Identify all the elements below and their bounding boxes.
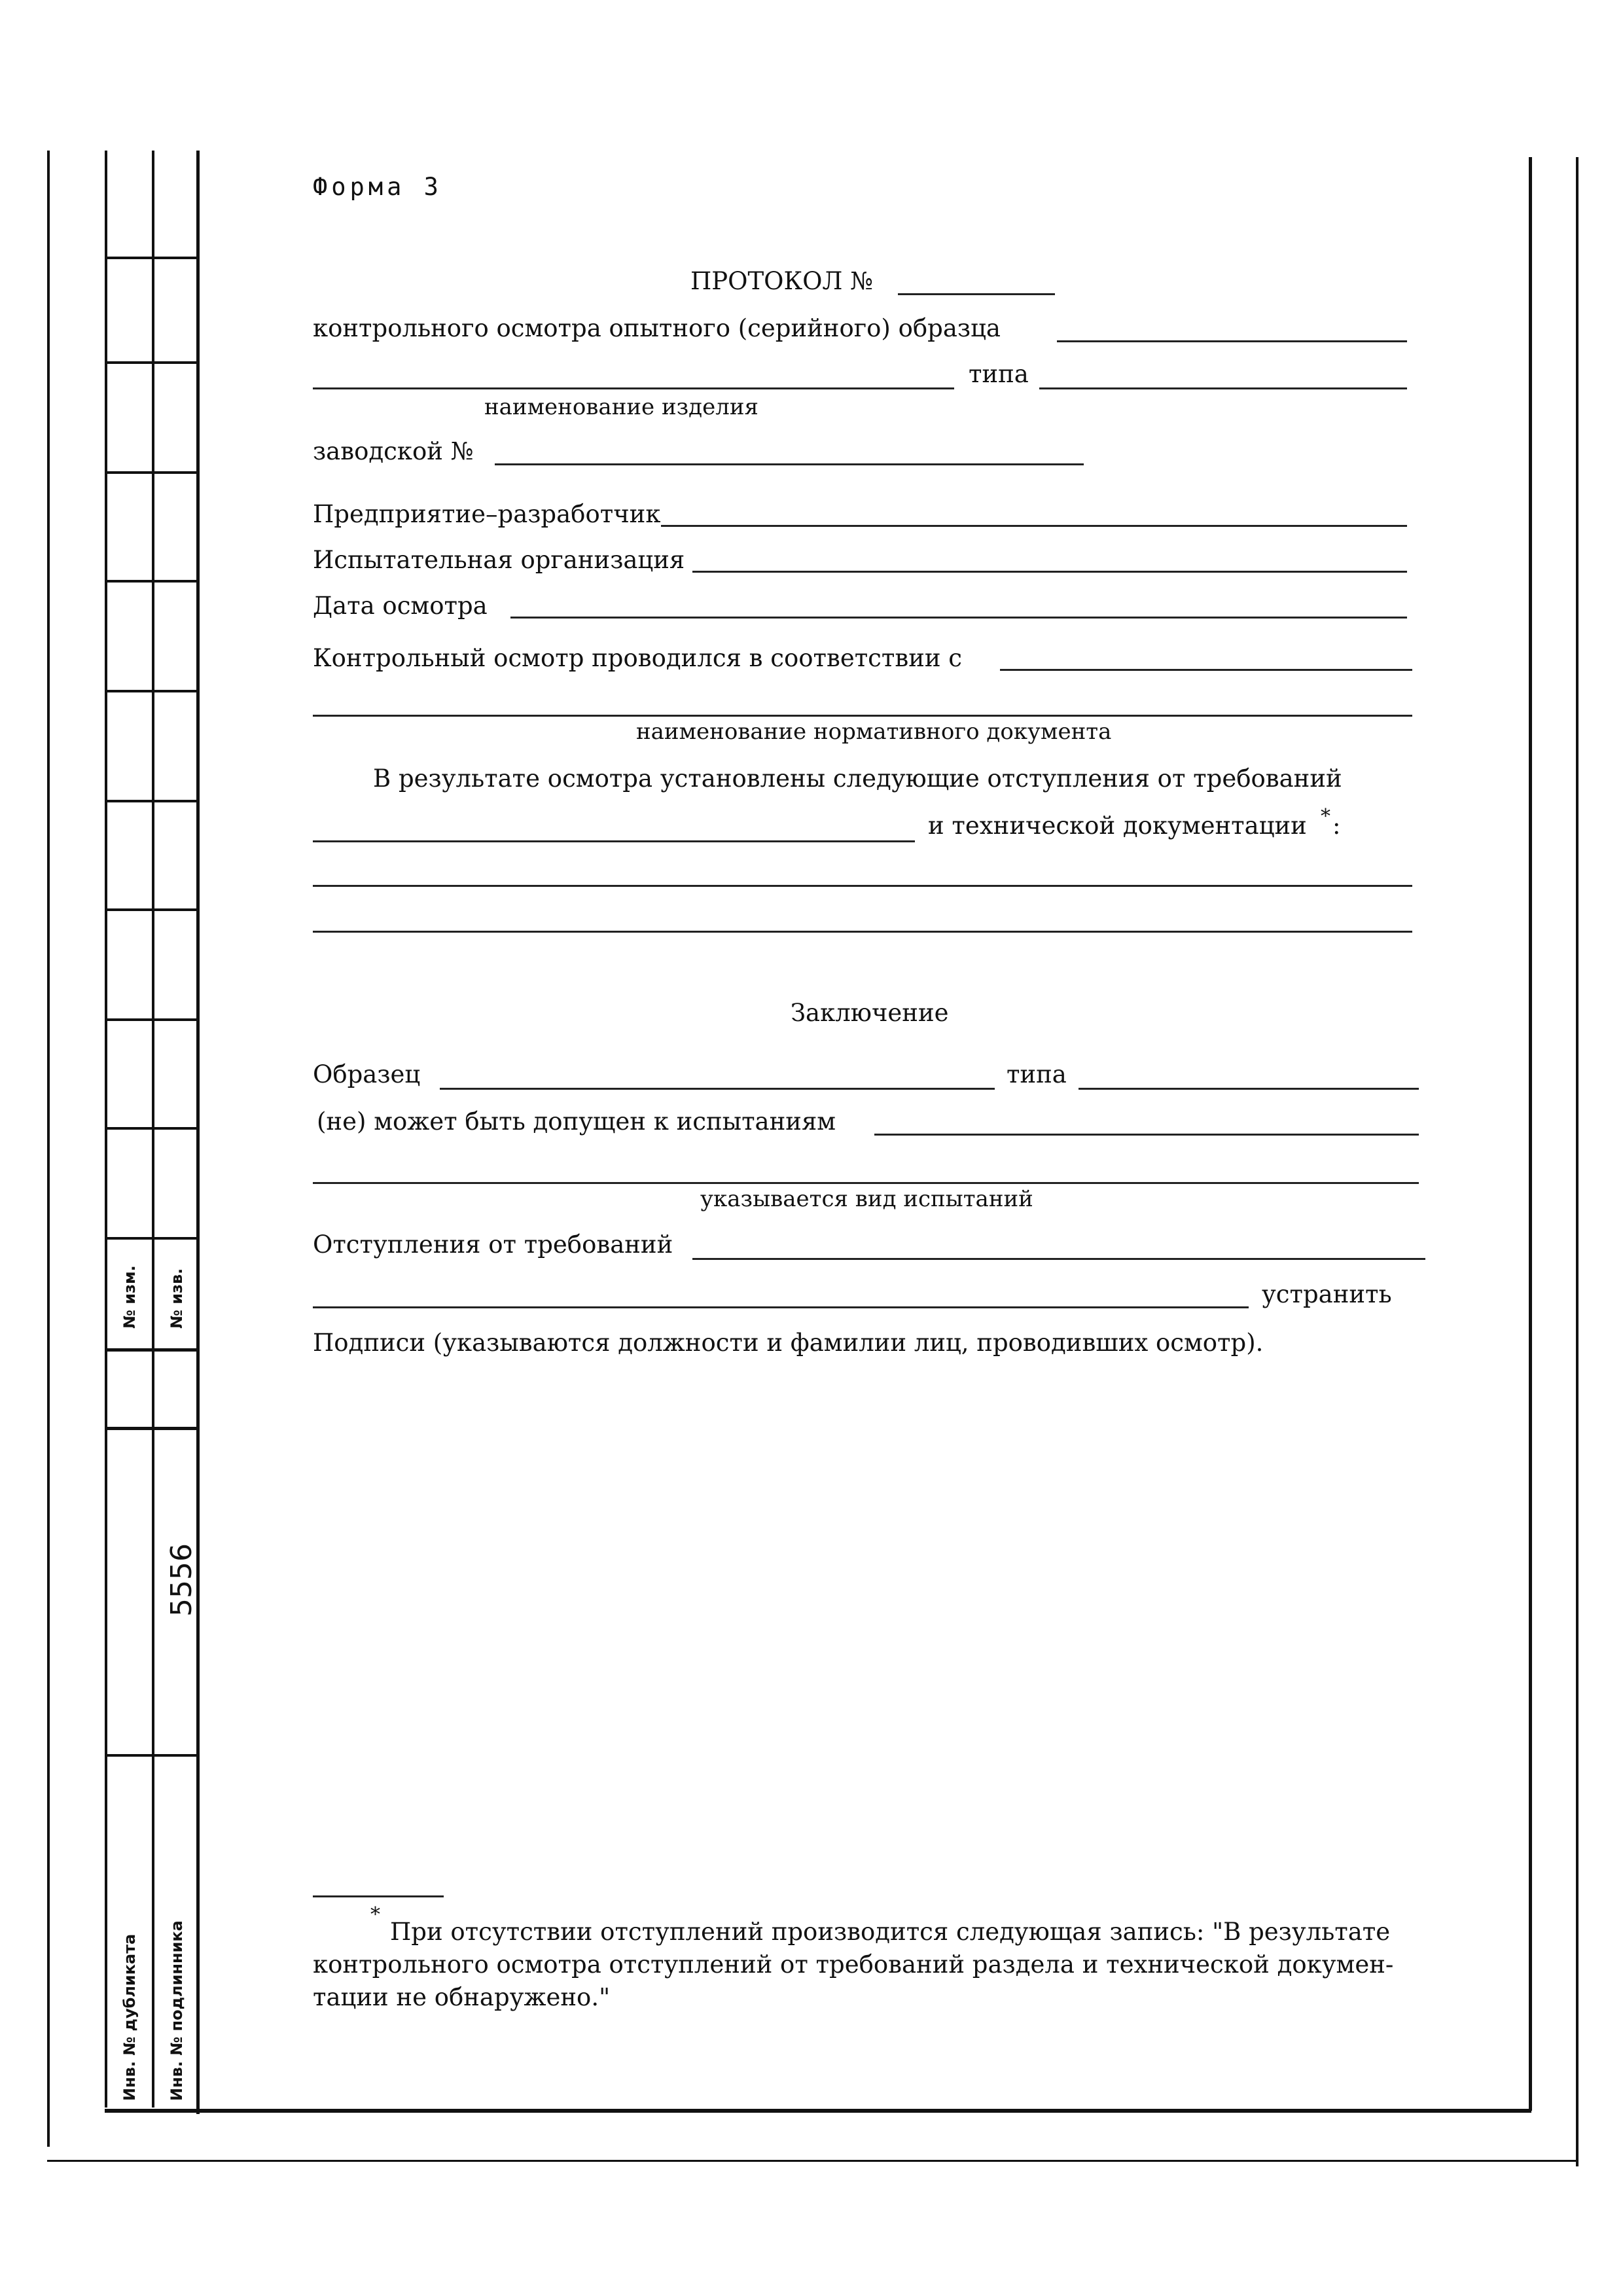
deviations-label: Отступления от требований xyxy=(313,1230,673,1259)
stamp-notice-no: № изв. xyxy=(168,1268,186,1329)
outer-right-border xyxy=(1576,157,1578,2166)
test-org-field[interactable] xyxy=(692,571,1407,573)
developer-label: Предприятие–разработчик xyxy=(313,500,661,528)
deviations-continuation-field[interactable] xyxy=(313,1306,1249,1308)
stamp-divider xyxy=(105,1237,196,1240)
deviations-field[interactable] xyxy=(692,1258,1425,1260)
conducted-label: Контрольный осмотр проводился в соответствии с xyxy=(313,644,963,672)
colon: : xyxy=(1332,812,1341,840)
stamp-divider xyxy=(105,1127,196,1130)
factory-no-field[interactable] xyxy=(495,463,1084,465)
factory-no-label: заводской № xyxy=(313,437,474,465)
stamp-divider xyxy=(105,690,196,692)
product-name-field[interactable] xyxy=(313,387,954,389)
outer-bottom-border xyxy=(47,2160,1578,2162)
footnote-line-3: тации не обнаружено." xyxy=(313,1983,611,2011)
content-right-border xyxy=(1529,157,1532,2111)
stamp-divider xyxy=(105,1348,196,1352)
deviation-line-1[interactable] xyxy=(313,885,1412,887)
footnote-rule xyxy=(313,1895,444,1897)
sample-field[interactable] xyxy=(440,1088,995,1090)
signatures-text: Подписи (указываются должности и фамилии лиц, проводивших осмотр). xyxy=(313,1329,1264,1357)
admitted-field[interactable] xyxy=(874,1134,1419,1136)
footnote-line-2: контрольного осмотра отступлений от требований раздела и технической докумен- xyxy=(313,1950,1394,1979)
conducted-field[interactable] xyxy=(1000,669,1412,671)
stamp-divider xyxy=(105,361,196,364)
normative-doc-caption: наименование нормативного документа xyxy=(636,719,1112,745)
requirements-field[interactable] xyxy=(313,840,915,842)
content-bottom-border xyxy=(105,2109,1531,2113)
sample-label: Образец xyxy=(313,1060,421,1088)
stamp-divider xyxy=(105,800,196,802)
sample-name-field[interactable] xyxy=(1057,340,1407,342)
test-org-label: Испытательная организация xyxy=(313,546,685,574)
stamp-change-no: № изм. xyxy=(120,1265,139,1329)
type-label-2: типа xyxy=(1007,1060,1067,1088)
stamp-divider xyxy=(105,908,196,911)
content-left-border xyxy=(196,151,200,2114)
protocol-number-field[interactable] xyxy=(898,293,1055,295)
stamp-divider xyxy=(105,1754,196,1757)
admitted-label: (не) может быть допущен к испытаниям xyxy=(317,1107,836,1136)
stamp-divider xyxy=(105,471,196,474)
protocol-title: ПРОТОКОЛ № xyxy=(690,267,874,295)
stamp-divider xyxy=(105,1427,196,1430)
stamp-divider xyxy=(105,257,196,259)
stamp-original-inv: Инв. № подлинника xyxy=(168,1920,186,2101)
protocol-subtitle: контрольного осмотра опытного (серийного) образца xyxy=(313,314,1001,342)
conclusion-heading: Заключение xyxy=(791,999,949,1027)
footnote-line-1: При отсутствии отступлений производится следующая запись: "В результате xyxy=(390,1918,1391,1946)
footnote-mark: * xyxy=(1321,805,1330,828)
sample-type-field[interactable] xyxy=(1079,1088,1419,1090)
product-name-caption: наименование изделия xyxy=(484,394,758,420)
footnote-mark-2: * xyxy=(370,1903,380,1926)
normative-doc-field[interactable] xyxy=(313,715,1412,717)
outer-left-border xyxy=(47,151,50,2147)
stamp-divider xyxy=(105,580,196,583)
type-field[interactable] xyxy=(1039,387,1407,389)
deviations-intro: В результате осмотра установлены следующие отступления от требований xyxy=(373,764,1342,793)
test-type-caption: указывается вид испытаний xyxy=(700,1186,1033,1212)
inspection-date-field[interactable] xyxy=(510,617,1407,619)
stamp-duplicate-inv: Инв. № дубликата xyxy=(120,1933,139,2101)
test-type-field[interactable] xyxy=(313,1182,1419,1184)
inspection-date-label: Дата осмотра xyxy=(313,592,488,620)
form-label: Форма 3 xyxy=(313,173,442,201)
stamp-number: 5556 xyxy=(165,1543,198,1617)
type-label: типа xyxy=(969,360,1029,388)
deviation-line-2[interactable] xyxy=(313,931,1412,933)
stamp-divider xyxy=(105,1018,196,1021)
developer-field[interactable] xyxy=(661,525,1407,527)
tech-doc-text: и технической документации xyxy=(928,812,1307,840)
eliminate-label: устранить xyxy=(1262,1280,1392,1308)
